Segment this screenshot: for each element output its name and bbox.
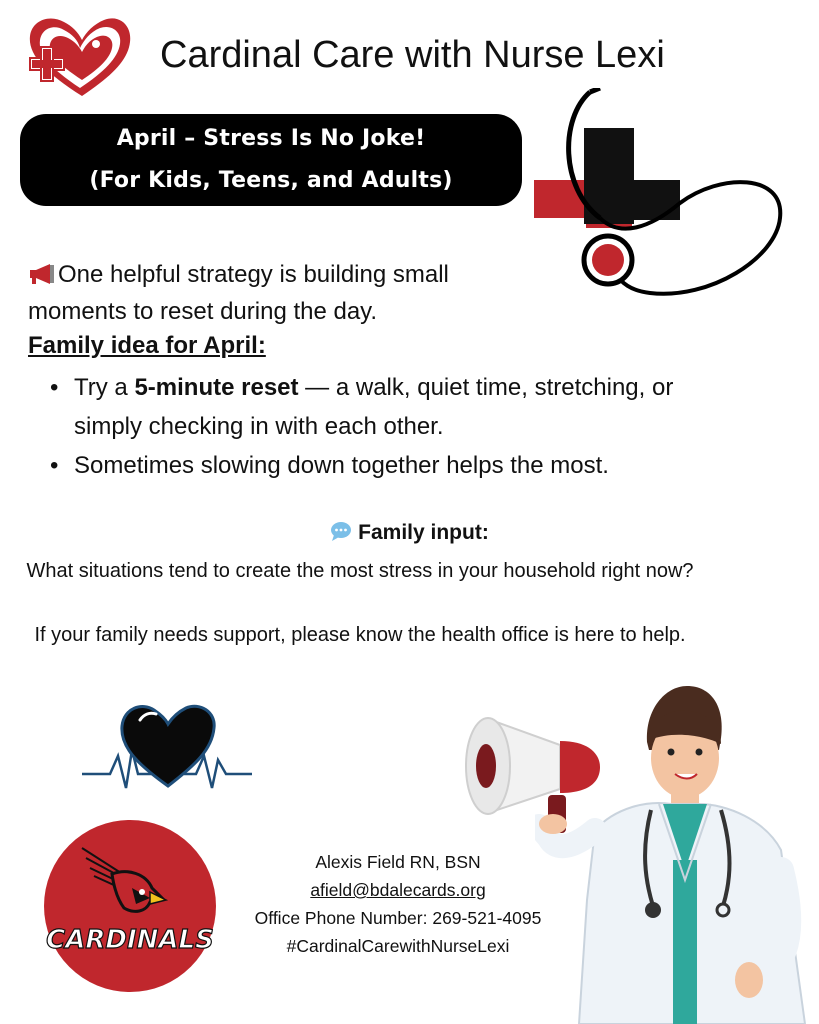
item-bold: 5-minute reset	[134, 374, 299, 401]
item-suffix: — a walk, quiet time, stretching, or simply checking in with each other.	[74, 374, 674, 440]
stethoscope-cross-icon	[530, 88, 790, 303]
bullet-dot: •	[50, 374, 59, 401]
page-title: Cardinal Care with Nurse Lexi	[160, 34, 665, 76]
list-item	[50, 368, 690, 446]
contact-phone: Office Phone Number: 269-521-4095	[254, 908, 542, 928]
family-input-question: What situations tend to create the most stress in your household right now?	[26, 560, 694, 582]
contact-name: Alexis Field RN, BSN	[315, 852, 481, 872]
list-item	[50, 446, 690, 485]
contact-email-link[interactable]: afield@bdalecards.org	[310, 880, 486, 900]
nurse-illustration	[535, 680, 819, 1024]
heartbeat-heart-icon	[80, 700, 255, 800]
family-idea-heading: Family idea for April:	[28, 332, 266, 359]
bullet-dot: •	[50, 452, 59, 479]
banner-line-2: (For Kids, Teens, and Adults)	[89, 168, 453, 193]
heart-medical-logo-icon	[24, 14, 134, 98]
cardinals-school-logo	[42, 818, 218, 994]
cardinals-wordmark: CARDINALS	[46, 925, 214, 955]
family-input-label: Family input:	[358, 521, 489, 544]
intro-text: One helpful strategy is building small moments to reset during the day.	[28, 261, 449, 325]
month-theme-banner	[20, 114, 522, 206]
banner-line-1: April – Stress Is No Joke!	[116, 126, 426, 151]
family-input-support: If your family needs support, please know the health office is here to help.	[34, 624, 686, 646]
item-prefix: Try a	[74, 374, 135, 401]
megaphone-icon	[28, 263, 58, 285]
contact-block	[228, 848, 568, 960]
contact-hashtag: #CardinalCarewithNurseLexi	[286, 936, 510, 956]
speech-bubble-icon	[330, 521, 352, 541]
intro-paragraph	[28, 256, 528, 330]
family-idea-list	[50, 368, 690, 485]
item-prefix: Sometimes slowing down together helps the most.	[74, 452, 609, 479]
family-input-heading	[0, 521, 819, 545]
